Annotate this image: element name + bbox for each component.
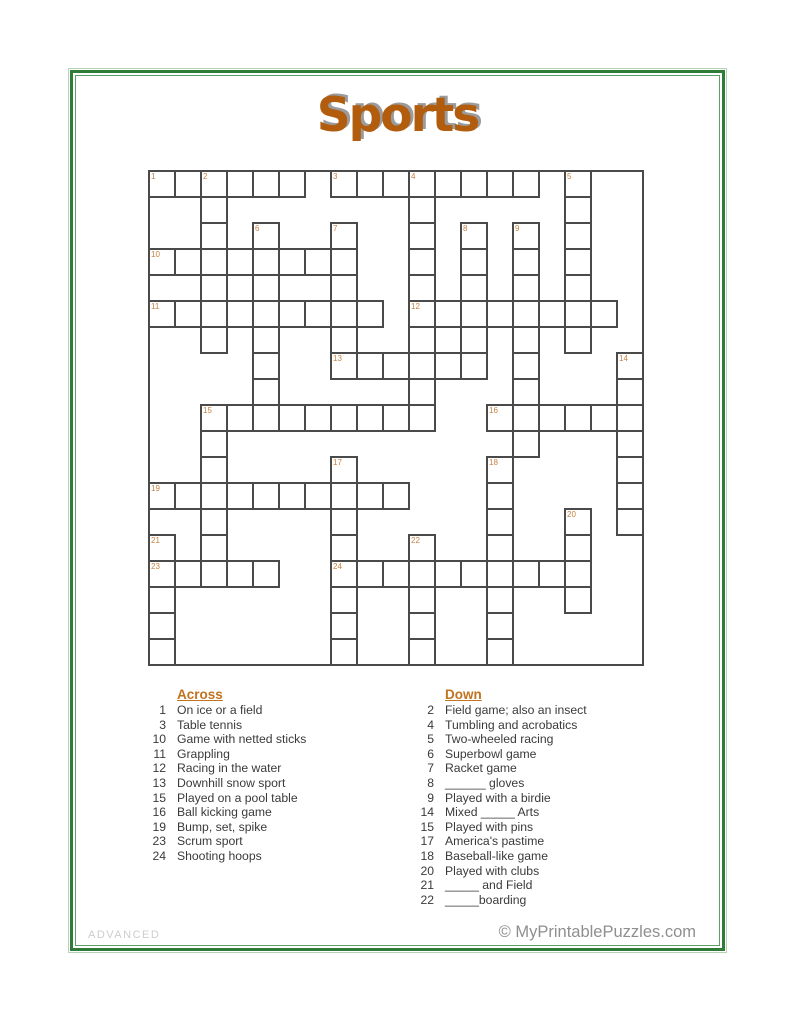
grid-cell-r15c1[interactable] xyxy=(174,560,202,588)
clue-text: America's pastime xyxy=(445,834,545,849)
grid-cell-r12c9[interactable] xyxy=(382,482,410,510)
clue-number: 24 xyxy=(152,848,166,863)
clue-text: Field game; also an insect xyxy=(445,703,587,717)
grid-cell-r4c2[interactable] xyxy=(200,274,228,302)
clue-number: 14 xyxy=(420,805,434,820)
clue-down-6 xyxy=(408,747,688,762)
grid-cell-r16c10[interactable] xyxy=(408,586,436,614)
grid-cell-r0c7[interactable] xyxy=(330,170,358,198)
cell-number: 11 xyxy=(151,302,160,311)
clue-number: 11 xyxy=(153,746,166,761)
grid-cell-r4c14[interactable] xyxy=(512,274,540,302)
grid-cell-r9c6[interactable] xyxy=(304,404,332,432)
grid-cell-r16c7[interactable] xyxy=(330,586,358,614)
cell-number: 23 xyxy=(151,562,160,571)
grid-cell-r9c8[interactable] xyxy=(356,404,384,432)
clue-number: 23 xyxy=(152,834,166,849)
grid-cell-r9c3[interactable] xyxy=(226,404,254,432)
grid-cell-r9c17[interactable] xyxy=(590,404,618,432)
grid-cell-r9c16[interactable] xyxy=(564,404,592,432)
grid-cell-r0c3[interactable] xyxy=(226,170,254,198)
grid-cell-r0c9[interactable] xyxy=(382,170,410,198)
clue-number: 4 xyxy=(427,717,434,732)
grid-cell-r7c7[interactable] xyxy=(330,352,358,380)
clue-text: Bump, set, spike xyxy=(177,819,268,834)
grid-cell-r5c17[interactable] xyxy=(590,300,618,328)
grid-cell-r3c0[interactable] xyxy=(148,248,176,276)
clue-down-4 xyxy=(408,718,688,733)
grid-cell-r3c1[interactable] xyxy=(174,248,202,276)
grid-cell-r3c5[interactable] xyxy=(278,248,306,276)
grid-cell-r15c15[interactable] xyxy=(538,560,566,588)
clue-number: 2 xyxy=(427,703,434,717)
clue-number: 17 xyxy=(420,834,434,849)
clue-number: 7 xyxy=(427,761,434,776)
grid-cell-r12c8[interactable] xyxy=(356,482,384,510)
grid-cell-r7c8[interactable] xyxy=(356,352,384,380)
grid-cell-r9c5[interactable] xyxy=(278,404,306,432)
grid-cell-r14c10[interactable] xyxy=(408,534,436,562)
grid-cell-r6c4[interactable] xyxy=(252,326,280,354)
grid-cell-r7c9[interactable] xyxy=(382,352,410,380)
grid-cell-r17c7[interactable] xyxy=(330,612,358,640)
clue-number: 15 xyxy=(152,790,166,805)
cell-number: 16 xyxy=(489,406,498,415)
clue-down-18 xyxy=(408,849,688,864)
clue-number: 6 xyxy=(427,746,434,761)
cell-number: 7 xyxy=(333,224,338,233)
grid-cell-r4c16[interactable] xyxy=(564,274,592,302)
clue-number: 3 xyxy=(159,717,166,732)
grid-cell-r5c8[interactable] xyxy=(356,300,384,328)
clue-number: 12 xyxy=(152,761,166,776)
grid-cell-r0c11[interactable] xyxy=(434,170,462,198)
clue-down-21 xyxy=(408,878,688,893)
clue-number: 18 xyxy=(420,848,434,863)
grid-cell-r9c7[interactable] xyxy=(330,404,358,432)
clue-text: Mixed _____ Arts xyxy=(445,805,540,820)
clue-number: 1 xyxy=(159,703,166,717)
grid-cell-r8c4[interactable] xyxy=(252,378,280,406)
clue-down-7 xyxy=(408,761,688,776)
grid-cell-r14c16[interactable] xyxy=(564,534,592,562)
grid-cell-r3c4[interactable] xyxy=(252,248,280,276)
grid-cell-r15c9[interactable] xyxy=(382,560,410,588)
grid-cell-r2c14[interactable] xyxy=(512,222,540,250)
grid-cell-r2c16[interactable] xyxy=(564,222,592,250)
grid-cell-r3c3[interactable] xyxy=(226,248,254,276)
grid-cell-r10c2[interactable] xyxy=(200,430,228,458)
across-header: Across xyxy=(177,687,223,702)
grid-cell-r10c18[interactable] xyxy=(616,430,644,458)
grid-cell-r11c13[interactable] xyxy=(486,456,514,484)
grid-cell-r1c16[interactable] xyxy=(564,196,592,224)
grid-cell-r5c10[interactable] xyxy=(408,300,436,328)
grid-cell-r16c0[interactable] xyxy=(148,586,176,614)
clue-across-24 xyxy=(140,849,405,864)
down-clue-list xyxy=(408,703,688,907)
grid-cell-r7c11[interactable] xyxy=(434,352,462,380)
copyright-text: © MyPrintablePuzzles.com xyxy=(498,923,696,941)
down-header: Down xyxy=(445,687,482,702)
clue-number: 10 xyxy=(152,732,166,747)
grid-cell-r3c2[interactable] xyxy=(200,248,228,276)
grid-cell-r17c0[interactable] xyxy=(148,612,176,640)
clue-text: On ice or a field xyxy=(177,703,263,717)
clue-across-10 xyxy=(140,732,405,747)
grid-cell-r5c1[interactable] xyxy=(174,300,202,328)
grid-cell-r5c13[interactable] xyxy=(486,300,514,328)
grid-cell-r15c0[interactable] xyxy=(148,560,176,588)
clue-text: Game with netted sticks xyxy=(177,732,307,747)
grid-cell-r12c1[interactable] xyxy=(174,482,202,510)
cell-number: 5 xyxy=(567,172,572,181)
grid-cell-r6c14[interactable] xyxy=(512,326,540,354)
clue-number: 19 xyxy=(152,819,166,834)
clue-down-5 xyxy=(408,732,688,747)
grid-cell-r2c4[interactable] xyxy=(252,222,280,250)
grid-cell-r13c18[interactable] xyxy=(616,508,644,536)
grid-cell-r15c4[interactable] xyxy=(252,560,280,588)
grid-cell-r9c14[interactable] xyxy=(512,404,540,432)
grid-cell-r5c12[interactable] xyxy=(460,300,488,328)
grid-cell-r2c12[interactable] xyxy=(460,222,488,250)
clue-number: 13 xyxy=(152,775,166,790)
grid-cell-r11c18[interactable] xyxy=(616,456,644,484)
grid-cell-r17c13[interactable] xyxy=(486,612,514,640)
grid-cell-r18c0[interactable] xyxy=(148,638,176,666)
grid-cell-r7c14[interactable] xyxy=(512,352,540,380)
grid-cell-r13c13[interactable] xyxy=(486,508,514,536)
cell-number: 6 xyxy=(255,224,260,233)
grid-cell-r13c2[interactable] xyxy=(200,508,228,536)
grid-cell-r15c7[interactable] xyxy=(330,560,358,588)
clue-across-1 xyxy=(140,703,405,718)
grid-cell-r14c7[interactable] xyxy=(330,534,358,562)
grid-cell-r7c12[interactable] xyxy=(460,352,488,380)
grid-cell-r15c14[interactable] xyxy=(512,560,540,588)
cell-number: 17 xyxy=(333,458,342,467)
grid-cell-r5c14[interactable] xyxy=(512,300,540,328)
clue-number: 8 xyxy=(427,775,434,790)
clue-text: Shooting hoops xyxy=(177,848,262,863)
grid-cell-r3c14[interactable] xyxy=(512,248,540,276)
grid-cell-r6c7[interactable] xyxy=(330,326,358,354)
grid-cell-r5c4[interactable] xyxy=(252,300,280,328)
grid-cell-r4c10[interactable] xyxy=(408,274,436,302)
clue-down-2 xyxy=(408,703,688,718)
grid-cell-r5c11[interactable] xyxy=(434,300,462,328)
grid-cell-r15c2[interactable] xyxy=(200,560,228,588)
grid-cell-r3c16[interactable] xyxy=(564,248,592,276)
cell-number: 12 xyxy=(411,302,420,311)
grid-cell-r0c8[interactable] xyxy=(356,170,384,198)
grid-cell-r2c2[interactable] xyxy=(200,222,228,250)
grid-cell-r3c12[interactable] xyxy=(460,248,488,276)
grid-cell-r0c1[interactable] xyxy=(174,170,202,198)
grid-cell-r6c12[interactable] xyxy=(460,326,488,354)
clue-text: Racing in the water xyxy=(177,761,282,776)
grid-cell-r12c13[interactable] xyxy=(486,482,514,510)
grid-cell-r5c0[interactable] xyxy=(148,300,176,328)
clue-down-8 xyxy=(408,776,688,791)
grid-cell-r12c3[interactable] xyxy=(226,482,254,510)
grid-cell-r15c13[interactable] xyxy=(486,560,514,588)
puzzle-title: Sports xyxy=(316,88,479,143)
clue-down-14 xyxy=(408,805,688,820)
grid-cell-r0c12[interactable] xyxy=(460,170,488,198)
grid-cell-r12c5[interactable] xyxy=(278,482,306,510)
cell-number: 14 xyxy=(619,354,628,363)
clue-text: Played with a birdie xyxy=(445,790,551,805)
grid-cell-r6c16[interactable] xyxy=(564,326,592,354)
clue-text: Table tennis xyxy=(177,717,243,732)
clue-text: Two-wheeled racing xyxy=(445,732,554,747)
cell-number: 15 xyxy=(203,406,212,415)
grid-cell-r1c10[interactable] xyxy=(408,196,436,224)
clue-number: 22 xyxy=(420,892,434,907)
clue-text: _____ and Field xyxy=(445,878,533,893)
clue-text: Ball kicking game xyxy=(177,805,272,820)
clue-across-11 xyxy=(140,747,405,762)
grid-cell-r2c10[interactable] xyxy=(408,222,436,250)
grid-cell-r8c10[interactable] xyxy=(408,378,436,406)
grid-cell-r14c0[interactable] xyxy=(148,534,176,562)
grid-cell-r7c4[interactable] xyxy=(252,352,280,380)
grid-cell-r2c7[interactable] xyxy=(330,222,358,250)
grid-cell-r4c12[interactable] xyxy=(460,274,488,302)
grid-cell-r18c13[interactable] xyxy=(486,638,514,666)
grid-cell-r6c10[interactable] xyxy=(408,326,436,354)
clue-text: Tumbling and acrobatics xyxy=(445,717,578,732)
grid-cell-r0c14[interactable] xyxy=(512,170,540,198)
grid-cell-r13c7[interactable] xyxy=(330,508,358,536)
grid-cell-r15c16[interactable] xyxy=(564,560,592,588)
grid-cell-r1c2[interactable] xyxy=(200,196,228,224)
grid-cell-r5c15[interactable] xyxy=(538,300,566,328)
clue-across-12 xyxy=(140,761,405,776)
grid-cell-r8c14[interactable] xyxy=(512,378,540,406)
clue-text: _____boarding xyxy=(445,892,527,907)
grid-cell-r0c4[interactable] xyxy=(252,170,280,198)
difficulty-label: ADVANCED xyxy=(88,929,161,941)
clue-number: 15 xyxy=(420,819,434,834)
crossword-grid xyxy=(149,171,643,665)
clue-across-23 xyxy=(140,834,405,849)
grid-cell-r0c13[interactable] xyxy=(486,170,514,198)
clue-text: Superbowl game xyxy=(445,746,537,761)
grid-cell-r15c10[interactable] xyxy=(408,560,436,588)
grid-cell-r10c14[interactable] xyxy=(512,430,540,458)
clue-number: 9 xyxy=(427,790,434,805)
grid-cell-r12c0[interactable] xyxy=(148,482,176,510)
grid-cell-r4c7[interactable] xyxy=(330,274,358,302)
grid-cell-r15c12[interactable] xyxy=(460,560,488,588)
grid-cell-r6c2[interactable] xyxy=(200,326,228,354)
grid-cell-r5c6[interactable] xyxy=(304,300,332,328)
clue-down-17 xyxy=(408,834,688,849)
clue-number: 5 xyxy=(427,732,434,747)
grid-cell-r7c18[interactable] xyxy=(616,352,644,380)
grid-cell-r14c13[interactable] xyxy=(486,534,514,562)
cell-number: 19 xyxy=(151,484,160,493)
grid-cell-r15c3[interactable] xyxy=(226,560,254,588)
clue-text: Baseball-like game xyxy=(445,848,548,863)
grid-cell-r0c0[interactable] xyxy=(148,170,176,198)
clue-text: Racket game xyxy=(445,761,517,776)
grid-cell-r15c11[interactable] xyxy=(434,560,462,588)
grid-cell-r12c7[interactable] xyxy=(330,482,358,510)
down-clues-section xyxy=(408,687,688,907)
clue-down-20 xyxy=(408,864,688,879)
clue-text: Scrum sport xyxy=(177,834,243,849)
grid-cell-r11c7[interactable] xyxy=(330,456,358,484)
grid-cell-r11c2[interactable] xyxy=(200,456,228,484)
grid-cell-r5c7[interactable] xyxy=(330,300,358,328)
cell-number: 24 xyxy=(333,562,342,571)
across-clues-section xyxy=(140,687,405,864)
clue-across-16 xyxy=(140,805,405,820)
cell-number: 3 xyxy=(333,172,338,181)
grid-cell-r17c10[interactable] xyxy=(408,612,436,640)
grid-cell-r9c18[interactable] xyxy=(616,404,644,432)
cell-number: 20 xyxy=(567,510,576,519)
grid-cell-r9c4[interactable] xyxy=(252,404,280,432)
grid-cell-r14c2[interactable] xyxy=(200,534,228,562)
clue-text: Played on a pool table xyxy=(177,790,298,805)
grid-cell-r13c16[interactable] xyxy=(564,508,592,536)
grid-cell-r0c2[interactable] xyxy=(200,170,228,198)
grid-cell-r9c2[interactable] xyxy=(200,404,228,432)
grid-cell-r5c5[interactable] xyxy=(278,300,306,328)
grid-cell-r12c2[interactable] xyxy=(200,482,228,510)
grid-cell-r7c10[interactable] xyxy=(408,352,436,380)
grid-cell-r5c3[interactable] xyxy=(226,300,254,328)
clue-number: 16 xyxy=(152,805,166,820)
clue-text: ______ gloves xyxy=(445,775,525,790)
grid-cell-r5c16[interactable] xyxy=(564,300,592,328)
cell-number: 21 xyxy=(151,536,160,545)
grid-cell-r3c6[interactable] xyxy=(304,248,332,276)
clue-across-15 xyxy=(140,791,405,806)
clue-text: Played with clubs xyxy=(445,863,540,878)
grid-cell-r16c13[interactable] xyxy=(486,586,514,614)
grid-cell-r0c10[interactable] xyxy=(408,170,436,198)
grid-cell-r9c9[interactable] xyxy=(382,404,410,432)
grid-cell-r16c16[interactable] xyxy=(564,586,592,614)
cell-number: 2 xyxy=(203,172,208,181)
clue-text: Played with pins xyxy=(445,819,534,834)
cell-number: 1 xyxy=(151,172,156,181)
cell-number: 4 xyxy=(411,172,416,181)
grid-cell-r4c4[interactable] xyxy=(252,274,280,302)
cell-number: 10 xyxy=(151,250,160,259)
grid-cell-r3c10[interactable] xyxy=(408,248,436,276)
clue-across-13 xyxy=(140,776,405,791)
clue-down-9 xyxy=(408,791,688,806)
grid-cell-r12c6[interactable] xyxy=(304,482,332,510)
clue-across-19 xyxy=(140,820,405,835)
clue-number: 21 xyxy=(420,878,434,893)
grid-cell-r9c10[interactable] xyxy=(408,404,436,432)
clue-down-22 xyxy=(408,893,688,908)
grid-cell-r15c8[interactable] xyxy=(356,560,384,588)
clue-text: Grappling xyxy=(177,746,230,761)
across-clue-list xyxy=(140,703,405,864)
grid-cell-r3c7[interactable] xyxy=(330,248,358,276)
grid-cell-r18c7[interactable] xyxy=(330,638,358,666)
grid-cell-r18c10[interactable] xyxy=(408,638,436,666)
clue-number: 20 xyxy=(420,863,434,878)
cell-number: 18 xyxy=(489,458,498,467)
clue-across-3 xyxy=(140,718,405,733)
cell-number: 8 xyxy=(463,224,468,233)
grid-cell-r12c4[interactable] xyxy=(252,482,280,510)
grid-cell-r9c15[interactable] xyxy=(538,404,566,432)
grid-cell-r0c16[interactable] xyxy=(564,170,592,198)
grid-cell-r5c2[interactable] xyxy=(200,300,228,328)
grid-cell-r12c18[interactable] xyxy=(616,482,644,510)
cell-number: 9 xyxy=(515,224,520,233)
grid-cell-r8c18[interactable] xyxy=(616,378,644,406)
clue-down-15 xyxy=(408,820,688,835)
cell-number: 13 xyxy=(333,354,342,363)
cell-number: 22 xyxy=(411,536,420,545)
grid-cell-r0c5[interactable] xyxy=(278,170,306,198)
clue-text: Downhill snow sport xyxy=(177,775,286,790)
grid-cell-r9c13[interactable] xyxy=(486,404,514,432)
